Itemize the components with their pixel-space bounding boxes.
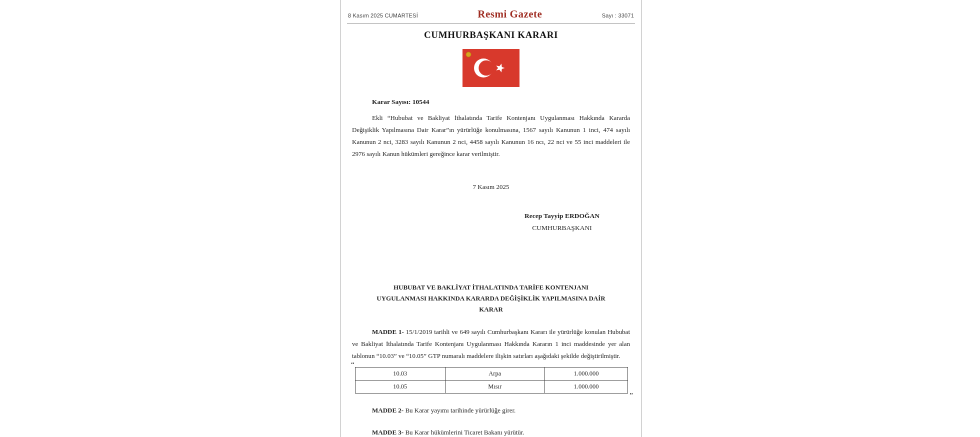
flag-container [341, 49, 641, 90]
publication-date: 8 Kasım 2025 CUMARTESİ [348, 13, 418, 19]
decision-number: Karar Sayısı: 10544 [372, 98, 430, 106]
masthead [341, 0, 641, 23]
amended-rows-table-container [351, 361, 633, 400]
decree-title-line-1: HUBUBAT VE BAKLİYAT İTHALATINDA TARİFE KONTENJANI [393, 283, 589, 291]
article-3-label: MADDE 3- [372, 428, 404, 436]
gtp-code-cell: 10.05 [355, 380, 445, 393]
masthead-divider [347, 23, 635, 24]
gazette-title: Resmi Gazete [477, 8, 543, 20]
article-3-text: Bu Karar hükümlerini Ticaret Bakanı yürütür. [405, 428, 525, 436]
article-1-label: MADDE 1- [372, 328, 404, 336]
decree-title-line-3: KARAR [479, 305, 503, 313]
decision-date: 7 Kasım 2025 [472, 183, 510, 191]
decree-title [341, 282, 641, 315]
presidential-seal-icon [466, 52, 471, 57]
close-quote-mark: ” [629, 392, 633, 400]
article-3-paragraph [352, 427, 630, 437]
signature-name: Recep Tayyip ERDOĞAN [524, 212, 600, 220]
decision-type-heading: CUMHURBAŞKANI KARARI [424, 30, 558, 41]
issue-number: Sayı : 33071 [601, 13, 634, 19]
quota-cell: 1.000.000 [545, 367, 628, 380]
article-2-paragraph [352, 405, 630, 417]
product-cell: Arpa [445, 367, 545, 380]
table-row-2 [355, 380, 628, 393]
quota-cell: 1.000.000 [545, 380, 628, 393]
signature-block [497, 210, 627, 234]
gazette-page-content [341, 0, 641, 437]
article-1-text: 15/1/2019 tarihli ve 649 sayılı Cumhurbaşkanı Kararı ile yürürlüğe konulan Hububat ve Bakliyat İthalatında Tarife Kontenjanı Uygulanması Hakkında Kararın 1 inci maddesinde yer alan tablonun “10.03” ve “10.05” GTP numaralı maddelere ilişkin satırları aşağıdaki şekilde değiştirilmiştir. [352, 328, 630, 360]
open-quote-mark: “ [351, 361, 355, 369]
product-cell: Mısır [445, 380, 545, 393]
signature-title: CUMHURBAŞKANI [532, 224, 592, 232]
crescent-inner [479, 60, 494, 75]
gazette-page [340, 0, 642, 437]
article-1-paragraph [352, 326, 630, 362]
decree-title-line-2: UYGULANMASI HAKKINDA KARARDA DEĞİŞİKLİK YAPILMASINA DAİR [376, 294, 606, 302]
table-row-1 [355, 367, 628, 380]
article-2-label: MADDE 2- [372, 406, 404, 414]
preamble-paragraph: Ekli “Hububat ve Bakliyat İthalatında Tarife Kontenjanı Uygulanması Hakkında Kararda Değişiklik Yapılmasına Dair Karar”ın yürürlüğe konulmasına, 1567 sayılı Kanunun 1 inci, 474 sayılı Kanunun 2 nci, 3283 sayılı Kanunun 2 nci, 4458 sayılı Kanunun 16 ncı, 22 nci ve 55 inci maddeleri ile 2976 sayılı Kanun hükümleri gereğince karar verilmiştir. [352, 114, 630, 158]
article-2-text: Bu Karar yayımı tarihinde yürürlüğe girer. [405, 406, 516, 414]
turkish-flag-icon [463, 49, 520, 87]
gtp-code-cell: 10.03 [355, 367, 445, 380]
gtp-table [355, 367, 628, 394]
